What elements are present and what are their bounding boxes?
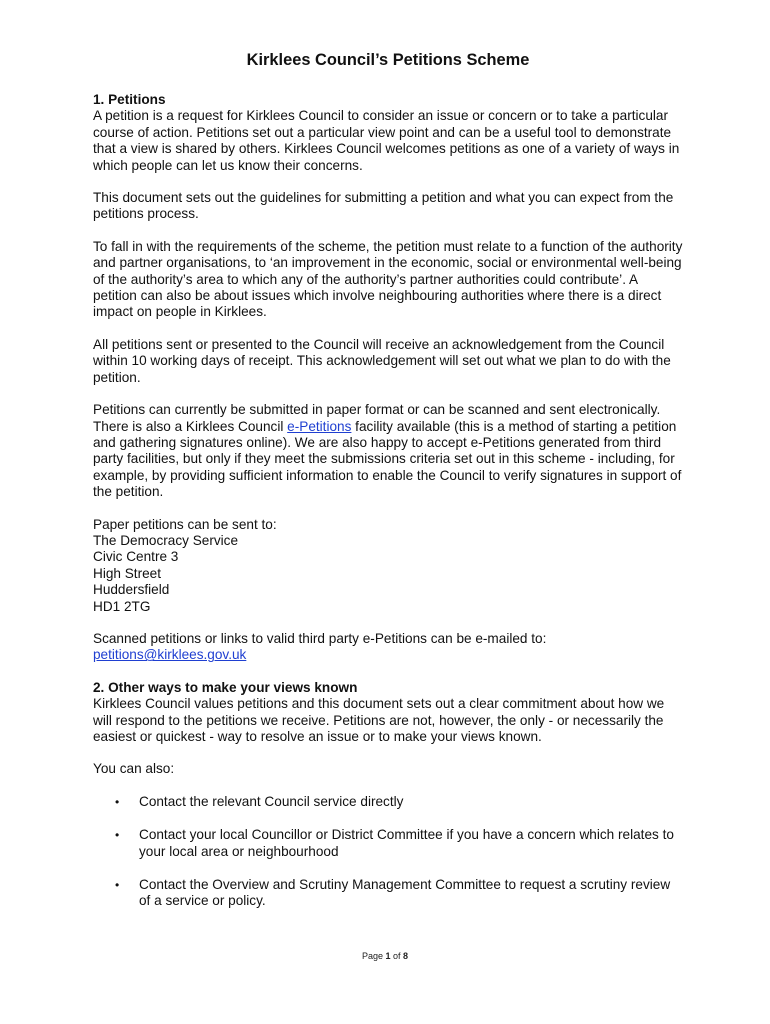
paragraph-values-petitions: Kirklees Council values petitions and this document sets out a clear commitment about how we will respond to the petitions we receive. Petitions are not, however, the only - or necessarily the easiest or quickest - way to resolve an issue or to make your views known. <box>93 696 665 744</box>
list-item <box>93 827 683 860</box>
petitions-email-link[interactable]: petitions@kirklees.gov.uk <box>93 647 247 663</box>
address-line: High Street <box>93 565 162 581</box>
page-footer <box>0 950 770 962</box>
address-line: The Democracy Service <box>93 532 239 548</box>
list-item <box>93 877 683 910</box>
postal-address-block <box>93 517 683 615</box>
paragraph-you-can-also: You can also: <box>93 761 175 777</box>
of-word: of <box>393 951 401 961</box>
paragraph-submission-formats <box>93 402 683 500</box>
bullet-icon: • <box>115 828 120 843</box>
document-title: Kirklees Council’s Petitions Scheme <box>246 51 530 69</box>
list-item-text: Contact the Overview and Scrutiny Management Committee to request a scrutiny review of a service or policy. <box>139 877 671 909</box>
bullet-icon: • <box>115 878 120 893</box>
paragraph-petition-definition: A petition is a request for Kirklees Council to consider an issue or concern or to take a particular course of action. Petitions set out a particular view point and can be a useful tool to demonstrate that a view is shared by others. Kirklees Council welcomes petitions as one of a variety of ways in which people can let us know their concerns. <box>93 108 680 173</box>
page-word: Page <box>361 951 383 961</box>
submission-text-after: facility available (this is a method of starting a petition and gathering signatures online). We are also happy to accept e-Petitions generated from third party facilities, but only if they meet the submissions criteria set out in this scheme - including, for example, by providing sufficient information to enable the Council to verify signatures in support of the petition. <box>93 418 682 500</box>
document-body <box>93 50 683 927</box>
address-line: Civic Centre 3 <box>93 549 179 565</box>
page-current: 1 <box>385 951 391 961</box>
e-petitions-link[interactable]: e-Petitions <box>287 418 352 434</box>
page-total: 8 <box>403 951 409 961</box>
section-heading-petitions: 1. Petitions <box>93 92 166 107</box>
email-intro: Scanned petitions or links to valid third party e-Petitions can be e-mailed to: <box>93 630 547 646</box>
paragraph-guidelines: This document sets out the guidelines for submitting a petition and what you can expect from the petitions process. <box>93 190 674 222</box>
email-block <box>93 631 683 664</box>
section-heading-other-ways: 2. Other ways to make your views known <box>93 679 358 695</box>
submission-text-before: Petitions can currently be submitted in paper format or can be scanned and sent electronically. There is also a Kirklees Council <box>93 402 661 434</box>
bullet-icon: • <box>115 794 120 809</box>
address-line: Huddersfield <box>93 582 170 598</box>
paragraph-acknowledgement: All petitions sent or presented to the Council will receive an acknowledgement from the Council within 10 working days of receipt. This acknowledgement will set out what we plan to do with the petition. <box>93 336 671 385</box>
address-intro: Paper petitions can be sent to: <box>93 516 277 532</box>
options-list <box>93 794 683 910</box>
paragraph-requirements: To fall in with the requirements of the scheme, the petition must relate to a function of the authority and partner organisations, to ‘an improvement in the economic, social or environmental well-being of the authority’s area to which any of the authority’s partner authorities could contribute’. A petition can also be about issues which involve neighbouring authorities where there is a direct impact on people in Kirklees. <box>93 238 683 320</box>
list-item-text: Contact the relevant Council service directly <box>139 793 404 809</box>
list-item-text: Contact your local Councillor or District Committee if you have a concern which relates to your local area or neighbourhood <box>139 827 674 859</box>
list-item <box>93 794 683 810</box>
address-line: HD1 2TG <box>93 598 151 614</box>
